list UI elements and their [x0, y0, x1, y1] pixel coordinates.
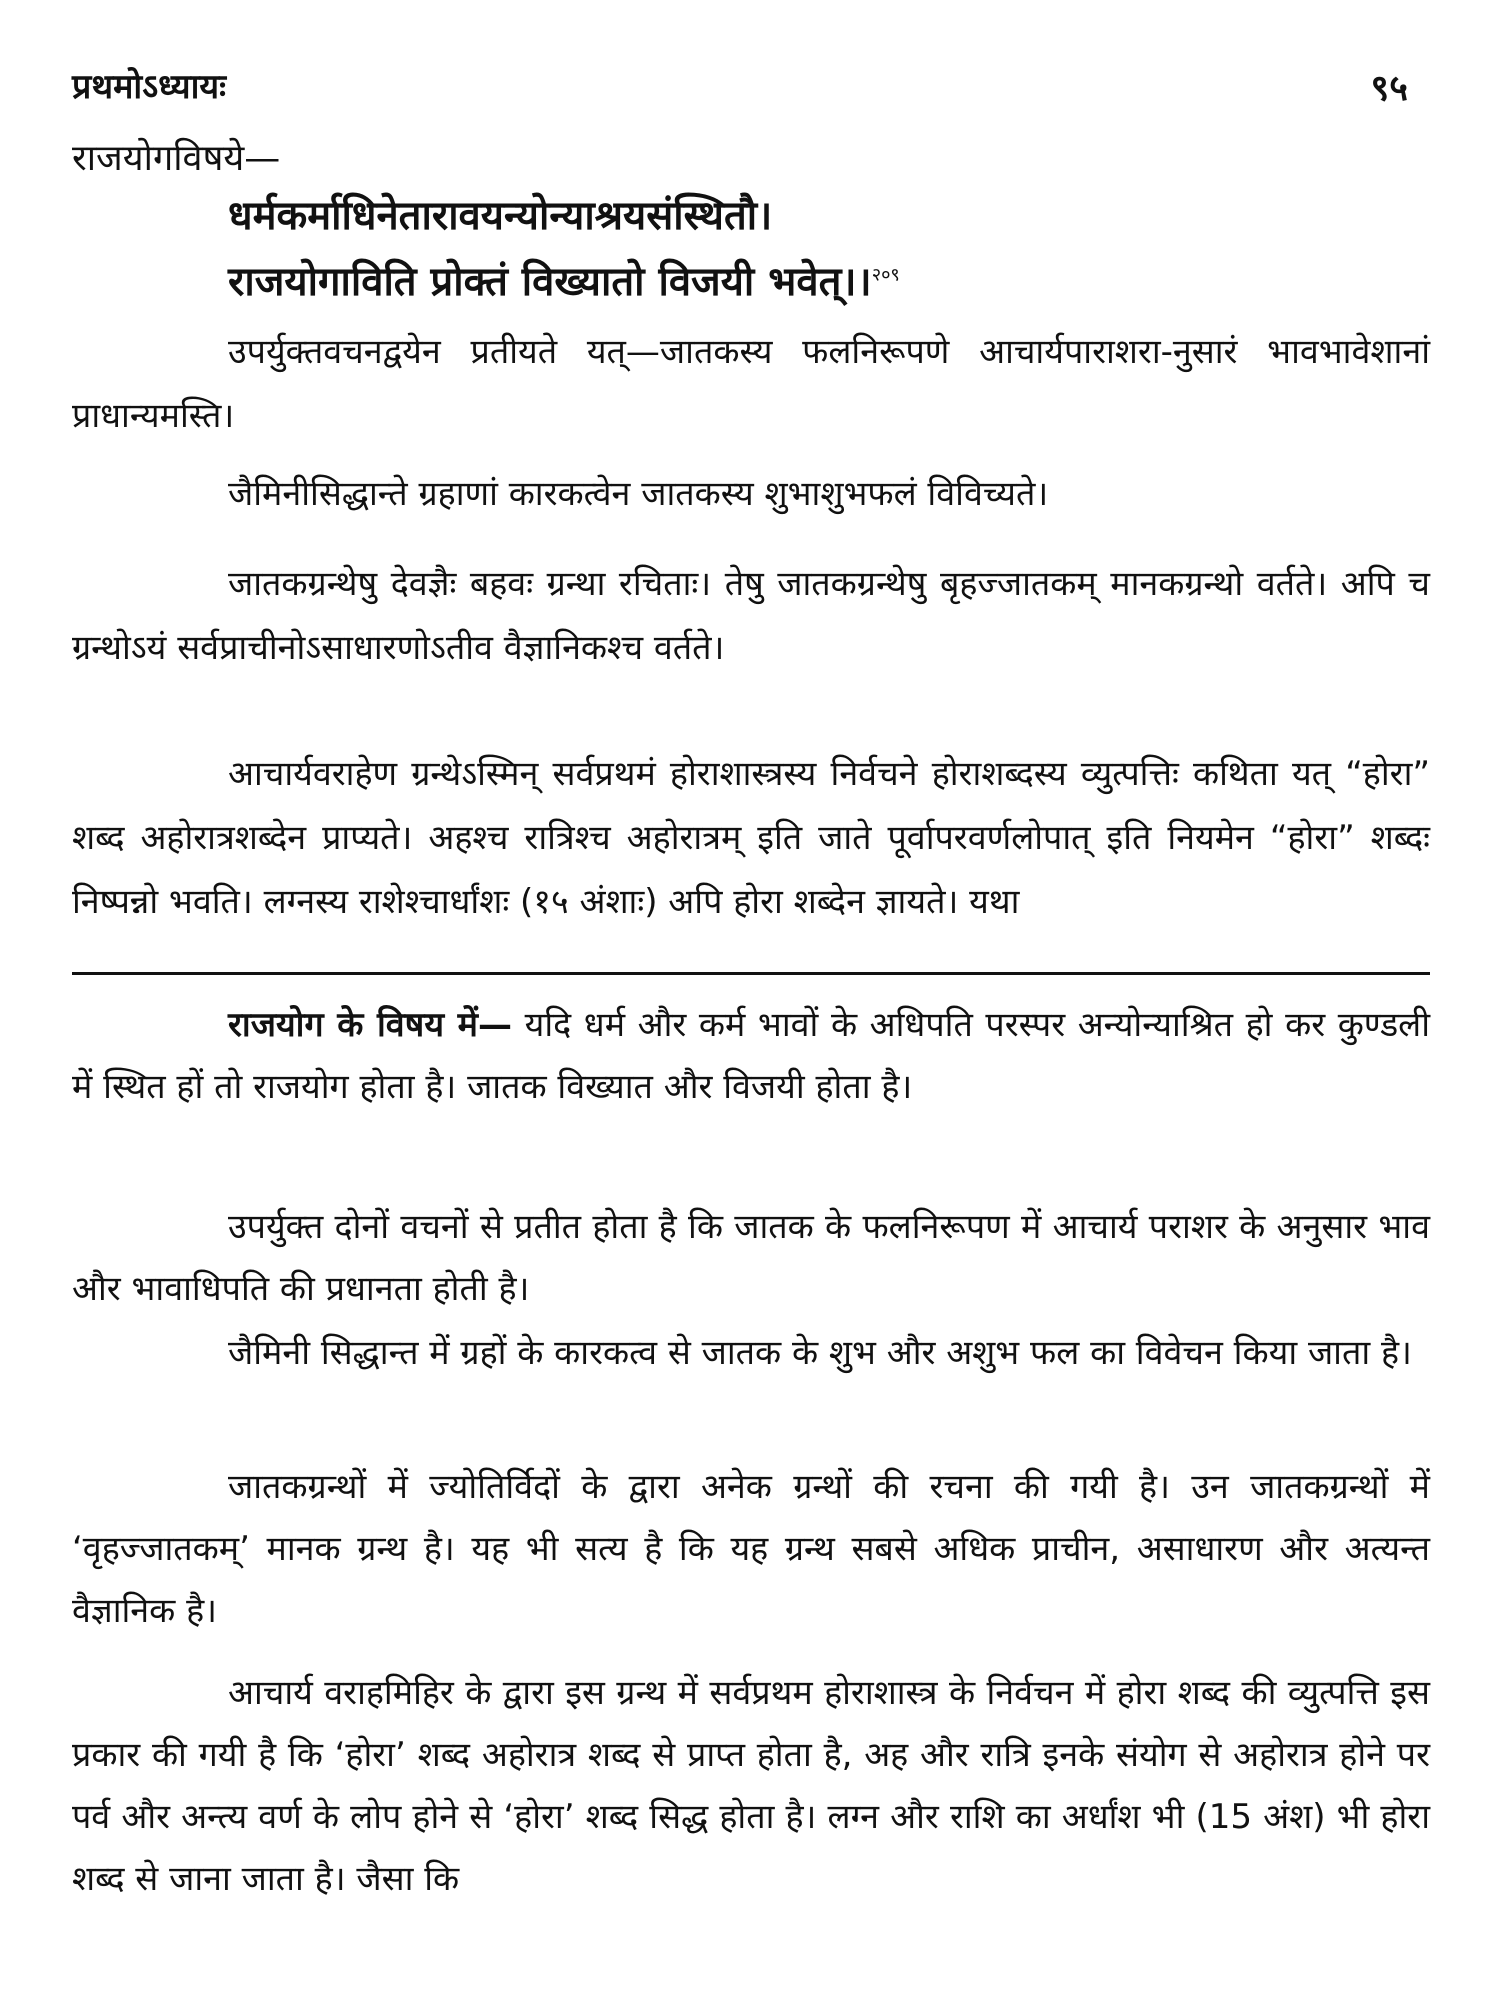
hindi-paragraph-3: जैमिनी सिद्धान्त में ग्रहों के कारकत्व से जातक के शुभ और अशुभ फल का विवेचन किया जाता है।	[228, 1333, 1412, 1373]
sanskrit-paragraph-1: उपर्युक्तवचनद्वयेन प्रतीयते यत्—जातकस्य फलनिरूपणे आचार्यपाराशरा-नुसारं भावभावेशानां प्राधान्यमस्ति।	[72, 332, 1430, 436]
sanskrit-paragraph-2: जैमिनीसिद्धान्ते ग्रहाणां कारकत्वेन जातकस्य शुभाशुभफलं विविच्यते।	[228, 474, 1049, 514]
running-head: प्रथमोऽध्यायः	[72, 67, 226, 107]
verse-line-2	[228, 252, 900, 307]
page-header	[72, 62, 1408, 112]
hindi-paragraph-5: आचार्य वराहमिहिर के द्वारा इस ग्रन्थ में सर्वप्रथम होराशास्त्र के निर्वचन में होरा शब्द की व्युत्पत्ति इस प्रकार की गयी है कि ‘होरा’ शब्द अहोरात्र शब्द से प्राप्त होता है, अह और रात्रि इनके संयोग से अहोरात्र होने पर पर्व और अन्त्य वर्ण के लोप होने से ‘होरा’ शब्द सिद्ध होता है। लग्न और राशि का अर्धांश भी (15 अंश) भी होरा शब्द से जाना जाता है। जैसा कि	[72, 1673, 1430, 1899]
hindi-paragraph-4: जातकग्रन्थों में ज्योतिर्विदों के द्वारा अनेक ग्रन्थों की रचना की गयी है। उन जातकग्रन्थों में ‘वृहज्जातकम्’ मानक ग्रन्थ है। यह भी सत्य है कि यह ग्रन्थ सबसे अधिक प्राचीन, असाधारण और अत्यन्त वैज्ञानिक है।	[72, 1467, 1430, 1631]
sanskrit-paragraph-4: आचार्यवराहेण ग्रन्थेऽस्मिन् सर्वप्रथमं होराशास्त्रस्य निर्वचने होराशब्दस्य व्युत्पत्तिः कथिता यत् “होरा” शब्द अहोरात्रशब्देन प्राप्यते। अहश्च रात्रिश्च अहोरात्रम् इति जाते पूर्वापरवर्णलोपात् इति नियमेन “होरा” शब्दः निष्पन्नो भवति। लग्नस्य राशेश्चार्धांशः (१५ अंशाः) अपि होरा शब्देन ज्ञायते। यथा	[72, 754, 1430, 922]
translation-divider	[72, 972, 1430, 975]
verse-number: २०९	[871, 264, 900, 286]
hindi-paragraph-1	[72, 994, 1430, 1118]
verse-line-1-text: धर्मकर्माधिनेतारावयन्योन्याश्रयसंस्थितौ।	[228, 193, 773, 239]
verse-line-2-text: राजयोगाविति प्रोक्तं विख्यातो विजयी भवेत्।।	[228, 259, 872, 305]
page-number: ९५	[1370, 68, 1408, 109]
topic-heading: राजयोगविषये—	[72, 138, 281, 179]
hindi-paragraph-1-lead: राजयोग के विषय में—	[228, 1005, 513, 1045]
hindi-paragraph-1-text: यदि धर्म और कर्म भावों के अधिपति परस्पर अन्योन्याश्रित हो कर कुण्डली में स्थित हों तो राजयोग होता है। जातक विख्यात और विजयी होता है।	[72, 1005, 1431, 1107]
sanskrit-paragraph-3: जातकग्रन्थेषु देवज्ञैः बहवः ग्रन्था रचिताः। तेषु जातकग्रन्थेषु बृहज्जातकम् मानकग्रन्थो वर्तते। अपि च ग्रन्थोऽयं सर्वप्राचीनोऽसाधारणोऽतीव वैज्ञानिकश्च वर्तते।	[72, 564, 1430, 668]
verse-line-1	[228, 186, 772, 241]
hindi-paragraph-2: उपर्युक्त दोनों वचनों से प्रतीत होता है कि जातक के फलनिरूपण में आचार्य पराशर के अनुसार भाव और भावाधिपति की प्रधानता होती है।	[72, 1207, 1430, 1309]
